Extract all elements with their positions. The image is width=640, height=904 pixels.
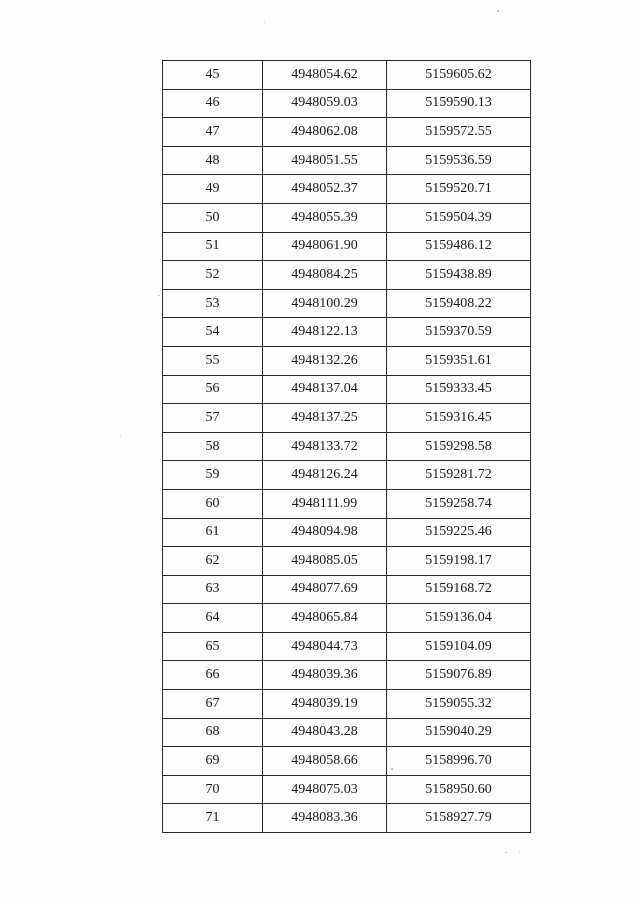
coordinate-x: 4948039.19	[263, 690, 387, 719]
coordinate-y: 5159605.62	[387, 61, 531, 90]
coordinate-x: 4948043.28	[263, 718, 387, 747]
point-number: 57	[163, 404, 263, 433]
coordinate-y: 5159333.45	[387, 375, 531, 404]
coordinate-y: 5159590.13	[387, 89, 531, 118]
coordinates-table	[162, 60, 531, 833]
point-number: 58	[163, 432, 263, 461]
table-row	[163, 747, 531, 776]
table-row	[163, 661, 531, 690]
point-number: 70	[163, 775, 263, 804]
scan-speck	[391, 768, 393, 770]
point-number: 48	[163, 146, 263, 175]
point-number: 49	[163, 175, 263, 204]
coordinate-y: 5159370.59	[387, 318, 531, 347]
scan-speck	[519, 851, 520, 852]
point-number: 53	[163, 289, 263, 318]
point-number: 50	[163, 203, 263, 232]
table-row	[163, 289, 531, 318]
coordinate-y: 5159168.72	[387, 575, 531, 604]
point-number: 56	[163, 375, 263, 404]
coordinate-y: 5158927.79	[387, 804, 531, 833]
point-number: 71	[163, 804, 263, 833]
coordinate-x: 4948122.13	[263, 318, 387, 347]
coordinate-y: 5159298.58	[387, 432, 531, 461]
coordinate-x: 4948044.73	[263, 632, 387, 661]
coordinate-y: 5159258.74	[387, 489, 531, 518]
coordinate-y: 5159351.61	[387, 346, 531, 375]
table-row	[163, 261, 531, 290]
coordinate-y: 5159198.17	[387, 547, 531, 576]
coordinate-x: 4948051.55	[263, 146, 387, 175]
coordinate-x: 4948061.90	[263, 232, 387, 261]
point-number: 63	[163, 575, 263, 604]
coordinate-y: 5159225.46	[387, 518, 531, 547]
coordinate-x: 4948094.98	[263, 518, 387, 547]
table-row	[163, 575, 531, 604]
coordinate-x: 4948055.39	[263, 203, 387, 232]
table-row	[163, 489, 531, 518]
coordinate-x: 4948062.08	[263, 118, 387, 147]
coordinate-y: 5159055.32	[387, 690, 531, 719]
point-number: 52	[163, 261, 263, 290]
point-number: 61	[163, 518, 263, 547]
table-row	[163, 61, 531, 90]
coordinate-y: 5159104.09	[387, 632, 531, 661]
table-row	[163, 118, 531, 147]
coordinate-x: 4948137.25	[263, 404, 387, 433]
table-row	[163, 375, 531, 404]
table-row	[163, 604, 531, 633]
table-row	[163, 146, 531, 175]
scan-speck	[505, 852, 507, 853]
table-row	[163, 547, 531, 576]
scan-speck	[264, 22, 265, 23]
coordinate-x: 4948083.36	[263, 804, 387, 833]
coordinate-x: 4948100.29	[263, 289, 387, 318]
coordinate-y: 5159281.72	[387, 461, 531, 490]
coordinate-y: 5159408.22	[387, 289, 531, 318]
coordinate-x: 4948084.25	[263, 261, 387, 290]
point-number: 45	[163, 61, 263, 90]
coordinate-y: 5159136.04	[387, 604, 531, 633]
coordinate-x: 4948054.62	[263, 61, 387, 90]
table-row	[163, 461, 531, 490]
point-number: 55	[163, 346, 263, 375]
table-row	[163, 690, 531, 719]
table-row	[163, 346, 531, 375]
point-number: 68	[163, 718, 263, 747]
coordinate-x: 4948065.84	[263, 604, 387, 633]
table-row	[163, 89, 531, 118]
table-row	[163, 632, 531, 661]
table-row	[163, 518, 531, 547]
coordinate-y: 5159504.39	[387, 203, 531, 232]
coordinate-x: 4948059.03	[263, 89, 387, 118]
coordinate-x: 4948137.04	[263, 375, 387, 404]
table-row	[163, 203, 531, 232]
table-row	[163, 232, 531, 261]
coordinate-x: 4948133.72	[263, 432, 387, 461]
point-number: 60	[163, 489, 263, 518]
coordinate-x: 4948052.37	[263, 175, 387, 204]
table-row	[163, 175, 531, 204]
point-number: 51	[163, 232, 263, 261]
coordinate-x: 4948058.66	[263, 747, 387, 776]
table-row	[163, 718, 531, 747]
coordinate-x: 4948039.36	[263, 661, 387, 690]
point-number: 59	[163, 461, 263, 490]
coordinate-y: 5159520.71	[387, 175, 531, 204]
point-number: 65	[163, 632, 263, 661]
coordinate-y: 5159486.12	[387, 232, 531, 261]
point-number: 54	[163, 318, 263, 347]
point-number: 47	[163, 118, 263, 147]
coordinate-x: 4948075.03	[263, 775, 387, 804]
table-row	[163, 432, 531, 461]
scan-speck	[120, 436, 121, 437]
table-row	[163, 318, 531, 347]
coordinate-y: 5159572.55	[387, 118, 531, 147]
coordinate-x: 4948111.99	[263, 489, 387, 518]
coordinate-y: 5159316.45	[387, 404, 531, 433]
point-number: 69	[163, 747, 263, 776]
table-row	[163, 775, 531, 804]
coordinate-y: 5158996.70	[387, 747, 531, 776]
coordinate-y: 5159076.89	[387, 661, 531, 690]
scan-speck	[497, 10, 499, 12]
point-number: 64	[163, 604, 263, 633]
coordinate-x: 4948132.26	[263, 346, 387, 375]
coordinate-y: 5159438.89	[387, 261, 531, 290]
coordinate-y: 5159040.29	[387, 718, 531, 747]
coordinate-y: 5159536.59	[387, 146, 531, 175]
point-number: 62	[163, 547, 263, 576]
point-number: 66	[163, 661, 263, 690]
coordinate-y: 5158950.60	[387, 775, 531, 804]
coordinates-table-body	[163, 61, 531, 833]
point-number: 67	[163, 690, 263, 719]
point-number: 46	[163, 89, 263, 118]
coordinate-x: 4948126.24	[263, 461, 387, 490]
scan-speck	[158, 295, 160, 296]
table-row	[163, 804, 531, 833]
coordinate-x: 4948077.69	[263, 575, 387, 604]
table-row	[163, 404, 531, 433]
coordinate-x: 4948085.05	[263, 547, 387, 576]
